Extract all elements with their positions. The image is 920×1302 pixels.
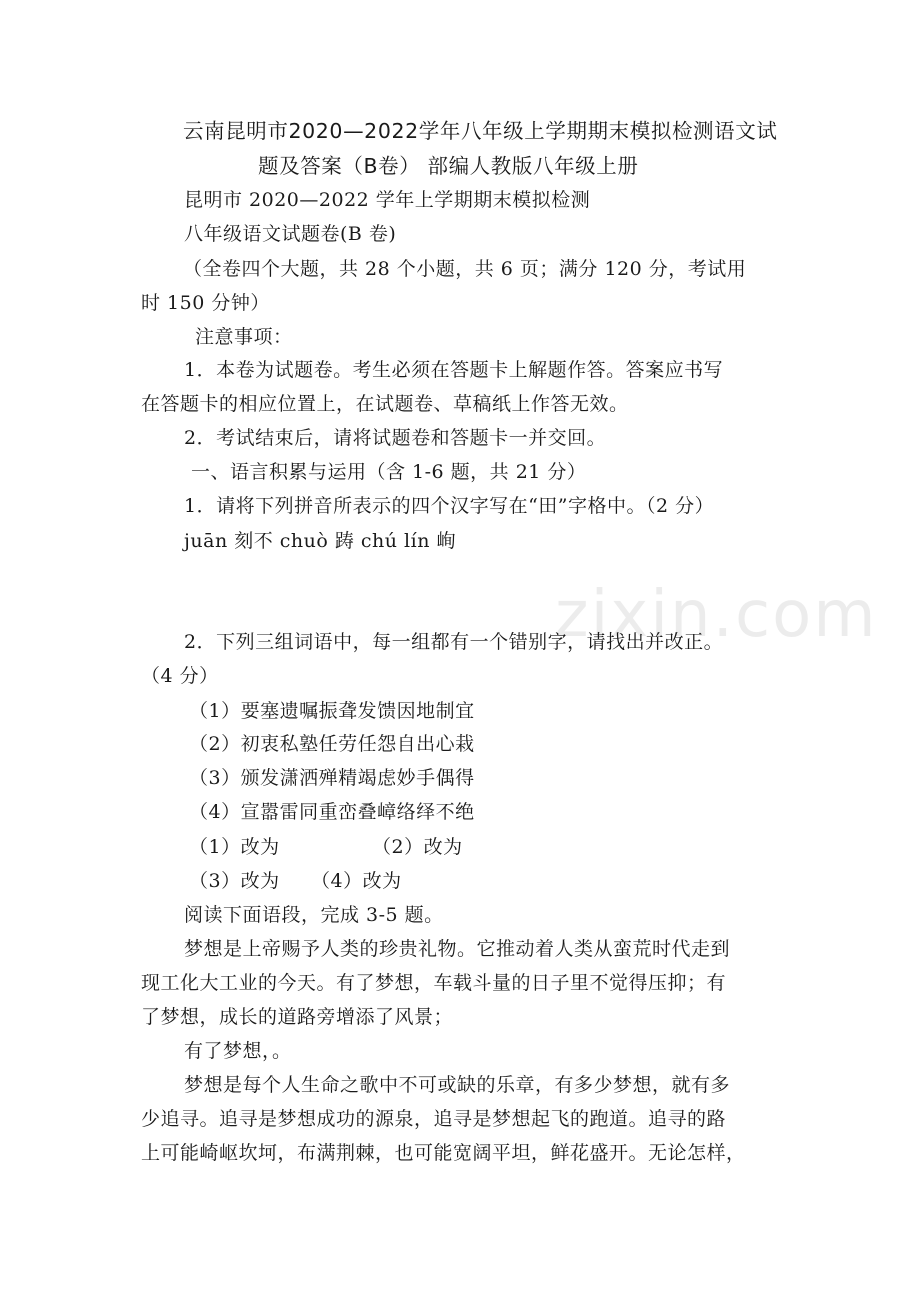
paragraph-1-line-3: 了梦想，成长的道路旁增添了风景； — [141, 1006, 454, 1028]
question-2-item-1: （1）要塞遗嘱振聋发馈因地制宜 — [189, 700, 475, 722]
question-2-line-1: 2．下列三组词语中，每一组都有一个错别字，请找出并改正。 — [184, 631, 724, 653]
subtitle-1: 昆明市 2020—2022 学年上学期期末模拟检测 — [184, 189, 591, 211]
answer-blank-2: （2）改为 — [372, 836, 463, 858]
answer-blank-1: （1）改为 — [189, 836, 280, 858]
question-2-line-2: （4 分） — [141, 665, 219, 687]
question-1: 1．请将下列拼音所表示的四个汉字写在“田”字格中。（2 分） — [184, 495, 715, 517]
paragraph-1-line-1: 梦想是上帝赐予人类的珍贵礼物。它推动着人类从蛮荒时代走到 — [184, 938, 731, 960]
notice-2: 2．考试结束后，请将试题卷和答题卡一并交回。 — [184, 427, 607, 449]
reading-intro: 阅读下面语段，完成 3-5 题。 — [184, 904, 444, 926]
paragraph-3-line-1: 梦想是每个人生命之歌中不可或缺的乐章，有多少梦想，就有多 — [184, 1074, 731, 1096]
scope-line-1: （全卷四个大题，共 28 个小题，共 6 页；满分 120 分，考试用 — [183, 258, 747, 280]
scope-line-2: 时 150 分钟） — [141, 292, 270, 314]
question-1-pinyin: juān 刻不 chuò 踌 chú lín 峋 — [184, 530, 456, 552]
paragraph-3-line-2: 少追寻。追寻是梦想成功的源泉，追寻是梦想起飞的跑道。追寻的路 — [141, 1108, 727, 1130]
title-line-1: 云南昆明市2020—2022学年八年级上学期期末模拟检测语文试 — [183, 119, 778, 143]
answer-blank-4: （4）改为 — [311, 870, 402, 892]
notice-1-line-2: 在答题卡的相应位置上，在试题卷、草稿纸上作答无效。 — [141, 393, 629, 415]
question-2-item-4: （4）宣嚣雷同重峦叠嶂络绎不绝 — [189, 801, 475, 823]
paragraph-3-line-3: 上可能崎岖坎坷，布满荆棘，也可能宽阔平坦，鲜花盛开。无论怎样， — [141, 1142, 746, 1164]
subtitle-2: 八年级语文试题卷(B 卷) — [184, 223, 397, 245]
watermark: zixin.com — [555, 578, 878, 652]
question-2-item-3: （3）颁发潇洒殚精竭虑妙手偶得 — [189, 767, 475, 789]
notice-1-line-1: 1．本卷为试题卷。考生必须在答题卡上解题作答。答案应书写 — [184, 359, 724, 381]
answer-blank-3: （3）改为 — [189, 870, 280, 892]
section-1-heading: 一、语言积累与运用（含 1-6 题，共 21 分） — [191, 461, 587, 483]
notice-heading: 注意事项： — [195, 326, 293, 348]
paragraph-1-line-2: 现工化大工业的今天。有了梦想，车载斗量的日子里不觉得压抑；有 — [141, 972, 727, 994]
paragraph-2: 有了梦想，。 — [184, 1040, 292, 1062]
question-2-item-2: （2）初衷私塾任劳任怨自出心栽 — [189, 733, 475, 755]
title-line-2: 题及答案（B卷） 部编人教版八年级上册 — [258, 154, 639, 178]
